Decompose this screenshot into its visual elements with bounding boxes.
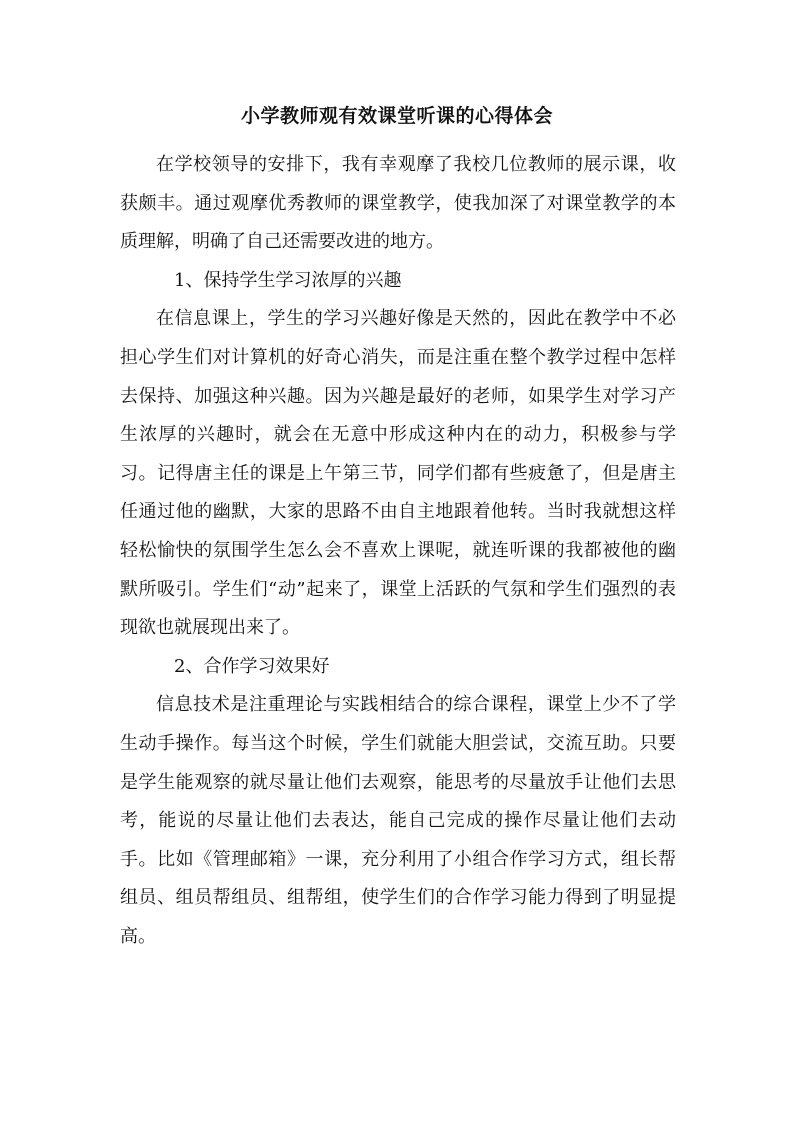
document-title: 小学教师观有效课堂听课的心得体会 (240, 105, 553, 127)
section-1-paragraph: 在信息课上，学生的学习兴趣好像是天然的，因此在教学中不必担心学生们对计算机的好奇心消失，而是注重在整个教学过程中怎样去保持、加强这种兴趣。因为兴趣是最好的老师，如果学生对学习产生浓厚的兴趣时，就会在无意中形成这种内在的动力，积极参与学习。记得唐主任的课是上午第三节，同学们都有些疲惫了，但是唐主任通过他的幽默，大家的思路不由自主地跟着他转。当时我就想这样轻松愉快的氛围学生怎么会不喜欢上课呢，就连听课的我都被他的幽默所吸引。学生们“动”起来了，课堂上活跃的气氛和学生们强烈的表现欲也就展现出来了。 (120, 308, 676, 639)
section-2-paragraph: 信息技术是注重理论与实践相结合的综合课程，课堂上少不了学生动手操作。每当这个时候，学生们就能大胆尝试，交流互助。只要是学生能观察的就尽量让他们去观察，能思考的尽量放手让他们去思考，能说的尽量让他们去表达，能自己完成的操作尽量让他们去动手。比如《管理邮箱》一课，充分利用了小组合作学习方式，组长帮组员、组员帮组员、组帮组，使学生们的合作学习能力得到了明显提高。 (120, 694, 676, 947)
section-2-heading: 2、合作学习效果好 (174, 655, 330, 677)
document-body (120, 146, 676, 956)
intro-paragraph: 在学校领导的安排下，我有幸观摩了我校几位教师的展示课，收获颇丰。通过观摩优秀教师的课堂教学，使我加深了对课堂教学的本质理解，明确了自己还需要改进的地方。 (120, 154, 676, 253)
section-1-heading: 1、保持学生学习浓厚的兴趣 (174, 269, 402, 291)
